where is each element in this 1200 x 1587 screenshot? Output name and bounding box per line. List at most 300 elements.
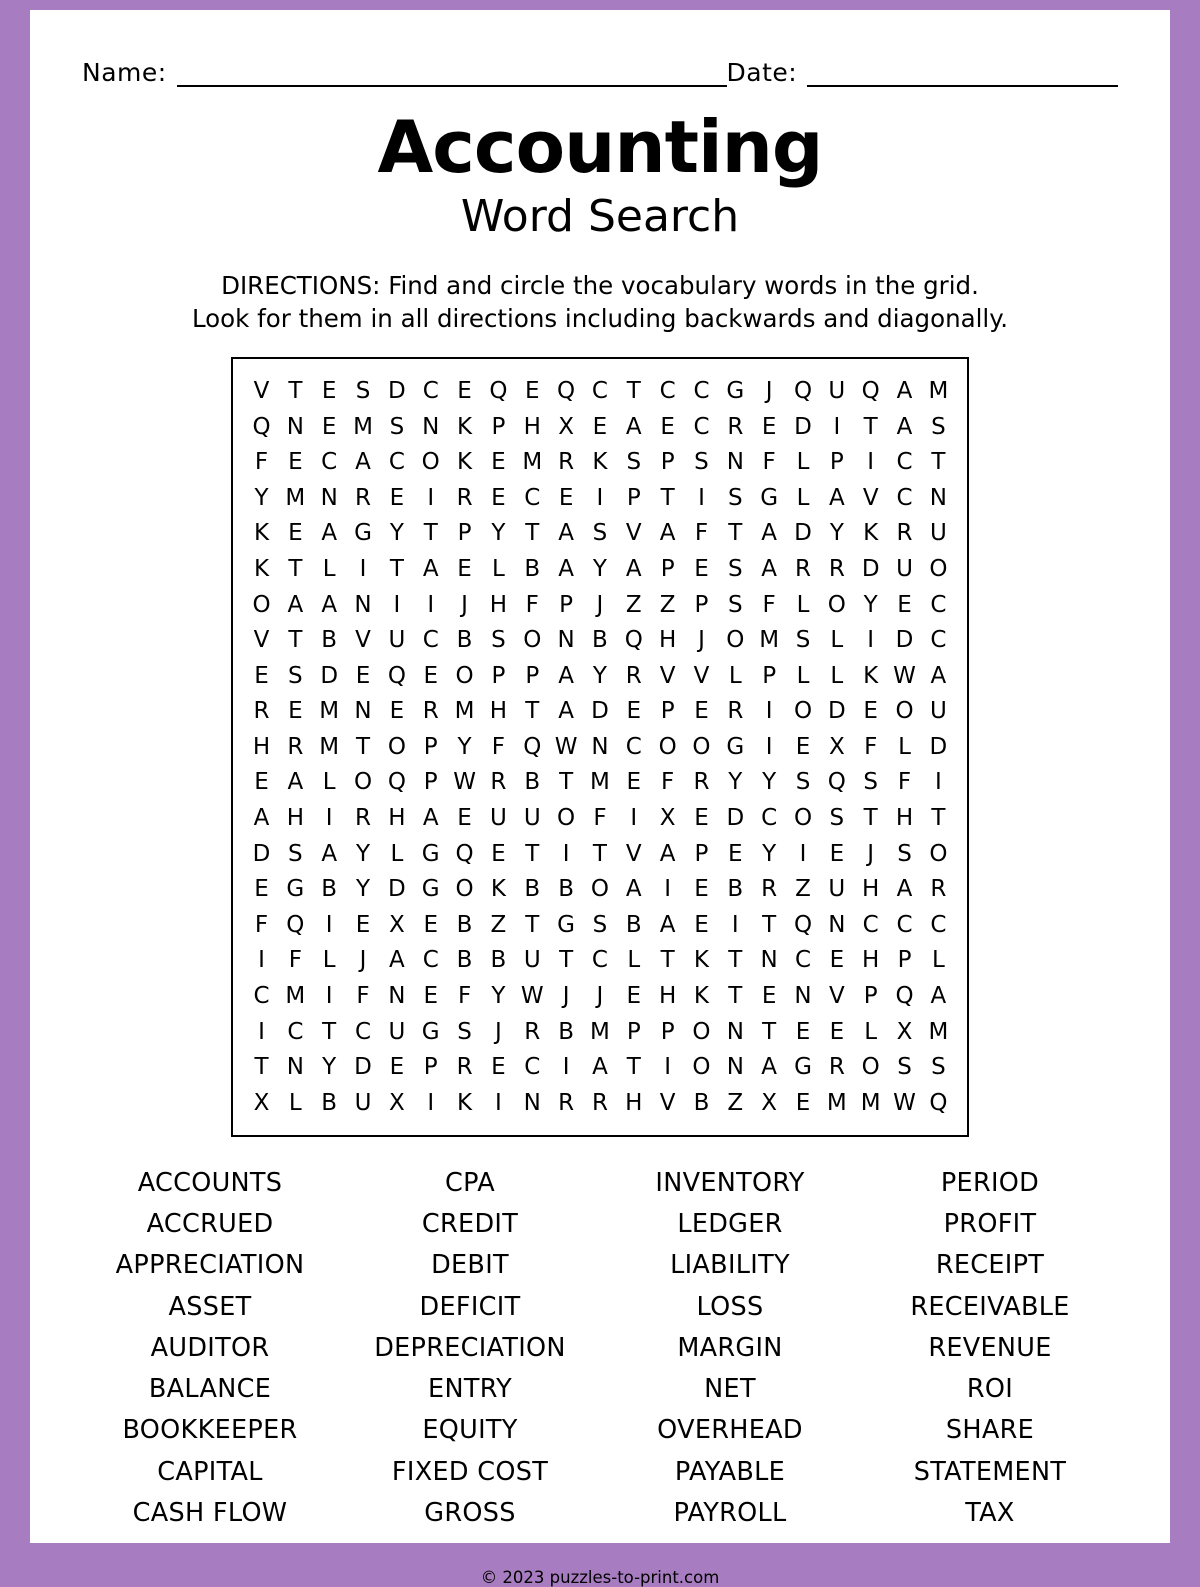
grid-cell[interactable]: U	[929, 698, 947, 725]
grid-cell[interactable]: T	[525, 911, 540, 938]
grid-cell[interactable]: R	[524, 1018, 541, 1045]
grid-cell[interactable]: V	[659, 1089, 676, 1116]
grid-cell[interactable]: V	[625, 520, 642, 547]
grid-cell[interactable]: Q	[624, 627, 643, 654]
grid-cell[interactable]: H	[862, 947, 880, 974]
grid-cell[interactable]: P	[423, 733, 438, 760]
grid-cell[interactable]: C	[591, 377, 608, 404]
grid-cell[interactable]: I	[562, 840, 570, 867]
grid-cell[interactable]: S	[389, 413, 405, 440]
grid-cell[interactable]: D	[726, 805, 745, 832]
grid-cell[interactable]: Y	[457, 733, 472, 760]
grid-cell[interactable]: A	[558, 698, 574, 725]
grid-cell[interactable]: J	[765, 377, 773, 404]
grid-cell[interactable]: X	[828, 733, 845, 760]
grid-cell[interactable]: L	[322, 947, 336, 974]
grid-cell[interactable]: C	[287, 1018, 304, 1045]
grid-cell[interactable]: D	[827, 698, 846, 725]
word-list-item[interactable]: EQUITY	[422, 1415, 518, 1446]
grid-cell[interactable]: O	[421, 449, 440, 476]
grid-cell[interactable]: S	[491, 627, 506, 654]
grid-cell[interactable]: K	[592, 449, 608, 476]
grid-cell[interactable]: A	[896, 876, 913, 903]
grid-cell[interactable]: E	[626, 769, 642, 796]
grid-cell[interactable]: I	[934, 769, 942, 796]
grid-cell[interactable]: C	[625, 733, 642, 760]
grid-cell[interactable]: B	[321, 627, 338, 654]
word-list-item[interactable]: PAYABLE	[674, 1456, 786, 1487]
grid-cell[interactable]: I	[867, 449, 875, 476]
grid-cell[interactable]: L	[898, 733, 911, 760]
grid-cell[interactable]: Y	[356, 840, 371, 867]
grid-cell[interactable]: O	[523, 627, 542, 654]
grid-cell[interactable]: M	[860, 1089, 881, 1116]
grid-cell[interactable]: T	[288, 555, 303, 582]
grid-cell[interactable]: D	[794, 520, 812, 547]
grid-cell[interactable]: V	[659, 662, 676, 689]
grid-cell[interactable]: O	[827, 591, 846, 618]
grid-cell[interactable]: B	[456, 947, 473, 974]
grid-cell[interactable]: X	[388, 911, 405, 938]
grid-cell[interactable]: I	[427, 1089, 435, 1116]
grid-cell[interactable]: B	[625, 911, 642, 938]
grid-cell[interactable]: Z	[625, 591, 642, 618]
grid-cell[interactable]: A	[625, 876, 642, 903]
word-list-item[interactable]: ASSET	[168, 1291, 252, 1322]
word-list-item[interactable]: STATEMENT	[913, 1456, 1067, 1487]
grid-cell[interactable]: E	[795, 733, 811, 760]
grid-cell[interactable]: T	[389, 555, 404, 582]
grid-cell[interactable]: D	[252, 840, 271, 867]
grid-cell[interactable]: A	[625, 555, 642, 582]
grid-cell[interactable]: T	[762, 1018, 777, 1045]
grid-cell[interactable]: J	[867, 840, 875, 867]
grid-cell[interactable]: V	[625, 840, 642, 867]
grid-cell[interactable]: D	[320, 662, 339, 689]
grid-cell[interactable]: Y	[863, 591, 878, 618]
grid-cell[interactable]: C	[422, 947, 439, 974]
grid-cell[interactable]: A	[930, 662, 947, 689]
grid-cell[interactable]: U	[929, 520, 947, 547]
grid-cell[interactable]: A	[659, 911, 676, 938]
word-list-item[interactable]: DEFICIT	[419, 1291, 521, 1322]
grid-cell[interactable]: E	[795, 1089, 811, 1116]
grid-cell[interactable]: C	[794, 947, 812, 974]
grid-cell[interactable]: S	[795, 769, 811, 796]
word-list-item[interactable]: AUDITOR	[150, 1332, 270, 1363]
grid-cell[interactable]: X	[896, 1018, 913, 1045]
word-list-item[interactable]: DEPRECIATION	[374, 1332, 566, 1363]
grid-cell[interactable]: E	[457, 377, 472, 404]
grid-cell[interactable]: H	[388, 805, 406, 832]
grid-cell[interactable]: Y	[592, 555, 607, 582]
grid-cell[interactable]: L	[627, 947, 641, 974]
grid-cell[interactable]: R	[727, 413, 744, 440]
word-list-item[interactable]: NET	[704, 1374, 756, 1405]
grid-cell[interactable]: N	[828, 911, 846, 938]
grid-cell[interactable]: W	[893, 662, 916, 689]
grid-cell[interactable]: Q	[793, 911, 813, 938]
grid-cell[interactable]: I	[867, 627, 875, 654]
grid-cell[interactable]: E	[389, 1054, 405, 1081]
grid-cell[interactable]: H	[658, 627, 677, 654]
grid-cell[interactable]: D	[929, 733, 948, 760]
grid-cell[interactable]: K	[693, 983, 710, 1010]
word-list-item[interactable]: MARGIN	[677, 1332, 783, 1363]
word-list-item[interactable]: SHARE	[945, 1415, 1035, 1446]
grid-cell[interactable]: Y	[491, 983, 506, 1010]
word-list-item[interactable]: BOOKKEEPER	[122, 1415, 298, 1446]
grid-cell[interactable]: N	[354, 591, 372, 618]
grid-cell[interactable]: N	[557, 627, 575, 654]
grid-cell[interactable]: K	[457, 1089, 473, 1116]
grid-cell[interactable]: N	[286, 1054, 304, 1081]
grid-cell[interactable]: L	[728, 662, 742, 689]
grid-cell[interactable]: X	[253, 1089, 270, 1116]
grid-cell[interactable]: L	[322, 555, 336, 582]
grid-cell[interactable]: W	[554, 733, 578, 760]
grid-cell[interactable]: B	[693, 1089, 710, 1116]
grid-cell[interactable]: I	[258, 947, 265, 974]
grid-cell[interactable]: E	[457, 555, 472, 582]
grid-cell[interactable]: Z	[659, 591, 676, 618]
grid-cell[interactable]: T	[626, 1054, 641, 1081]
grid-cell[interactable]: S	[592, 911, 608, 938]
word-list-item[interactable]: LEDGER	[677, 1208, 783, 1239]
grid-cell[interactable]: I	[765, 698, 773, 725]
grid-cell[interactable]: R	[287, 733, 304, 760]
grid-cell[interactable]: Y	[389, 520, 404, 547]
grid-cell[interactable]: L	[830, 627, 844, 654]
grid-cell[interactable]: E	[288, 520, 303, 547]
grid-cell[interactable]: T	[592, 840, 607, 867]
grid-cell[interactable]: M	[285, 983, 306, 1010]
grid-cell[interactable]: K	[863, 520, 879, 547]
word-list-item[interactable]: FIXED COST	[391, 1456, 549, 1487]
grid-cell[interactable]: I	[393, 591, 401, 618]
word-list-item[interactable]: OVERHEAD	[657, 1415, 803, 1446]
grid-cell[interactable]: E	[457, 805, 472, 832]
grid-cell[interactable]: C	[524, 1054, 541, 1081]
grid-cell[interactable]: H	[252, 733, 271, 760]
grid-cell[interactable]: O	[692, 1054, 711, 1081]
grid-cell[interactable]: E	[694, 911, 709, 938]
grid-cell[interactable]: O	[353, 769, 373, 796]
grid-cell[interactable]: P	[829, 449, 844, 476]
grid-cell[interactable]: E	[491, 840, 506, 867]
grid-cell[interactable]: N	[320, 484, 338, 511]
grid-cell[interactable]: G	[286, 876, 305, 903]
grid-cell[interactable]: P	[491, 413, 506, 440]
grid-cell[interactable]: E	[288, 449, 303, 476]
grid-cell[interactable]: M	[590, 769, 610, 796]
grid-cell[interactable]: D	[388, 876, 406, 903]
grid-cell[interactable]: T	[660, 947, 675, 974]
grid-cell[interactable]: S	[728, 484, 743, 511]
grid-cell[interactable]: O	[895, 698, 914, 725]
grid-cell[interactable]: B	[456, 627, 473, 654]
grid-cell[interactable]: Q	[557, 377, 576, 404]
grid-cell[interactable]: Q	[455, 840, 474, 867]
grid-cell[interactable]: B	[524, 555, 541, 582]
grid-cell[interactable]: T	[525, 698, 540, 725]
grid-cell[interactable]: Q	[827, 769, 846, 796]
grid-cell[interactable]: B	[727, 876, 744, 903]
grid-cell[interactable]: K	[253, 555, 270, 582]
grid-cell[interactable]: N	[354, 698, 372, 725]
grid-cell[interactable]: E	[423, 911, 438, 938]
grid-cell[interactable]: O	[861, 1054, 880, 1081]
grid-cell[interactable]: U	[523, 805, 541, 832]
word-list-item[interactable]: DEBIT	[431, 1250, 509, 1281]
grid-cell[interactable]: E	[321, 377, 337, 404]
grid-cell[interactable]: F	[661, 769, 675, 796]
grid-cell[interactable]: D	[354, 1054, 372, 1081]
grid-cell[interactable]: A	[659, 840, 676, 867]
grid-cell[interactable]: O	[455, 876, 474, 903]
grid-cell[interactable]: S	[728, 555, 743, 582]
grid-cell[interactable]: J	[461, 591, 468, 618]
word-list-item[interactable]: CREDIT	[421, 1208, 519, 1239]
word-list-item[interactable]: GROSS	[424, 1498, 516, 1528]
grid-cell[interactable]: F	[593, 805, 607, 832]
grid-cell[interactable]: T	[863, 413, 878, 440]
grid-cell[interactable]: H	[523, 413, 541, 440]
grid-cell[interactable]: E	[423, 662, 438, 689]
grid-cell[interactable]: M	[319, 698, 340, 725]
grid-cell[interactable]: A	[761, 555, 778, 582]
grid-cell[interactable]: H	[862, 876, 880, 903]
word-list-item[interactable]: APPRECIATION	[115, 1250, 305, 1281]
grid-cell[interactable]: P	[897, 947, 912, 974]
grid-cell[interactable]: Z	[490, 911, 507, 938]
grid-cell[interactable]: S	[795, 627, 811, 654]
grid-cell[interactable]: M	[759, 627, 780, 654]
grid-cell[interactable]: R	[456, 484, 473, 511]
grid-cell[interactable]: P	[660, 449, 675, 476]
grid-cell[interactable]: G	[354, 520, 372, 547]
grid-cell[interactable]: I	[765, 733, 773, 760]
grid-cell[interactable]: R	[727, 698, 744, 725]
grid-cell[interactable]: I	[799, 840, 807, 867]
grid-cell[interactable]: S	[931, 1054, 946, 1081]
grid-cell[interactable]: E	[254, 769, 269, 796]
grid-cell[interactable]: R	[693, 769, 710, 796]
grid-cell[interactable]: A	[422, 805, 439, 832]
grid-cell[interactable]: I	[359, 555, 367, 582]
word-list-item[interactable]: PAYROLL	[673, 1498, 787, 1528]
grid-cell[interactable]: R	[591, 1089, 608, 1116]
grid-cell[interactable]: G	[421, 876, 440, 903]
grid-cell[interactable]: I	[325, 983, 333, 1010]
grid-cell[interactable]: P	[762, 662, 777, 689]
grid-cell[interactable]: A	[558, 555, 574, 582]
grid-cell[interactable]: I	[664, 876, 672, 903]
grid-cell[interactable]: A	[389, 947, 405, 974]
grid-cell[interactable]: M	[928, 377, 949, 404]
grid-cell[interactable]: E	[491, 484, 506, 511]
grid-cell[interactable]: L	[864, 1018, 878, 1045]
grid-cell[interactable]: E	[491, 449, 506, 476]
grid-cell[interactable]: O	[387, 733, 406, 760]
grid-cell[interactable]: V	[862, 484, 879, 511]
grid-cell[interactable]: L	[796, 484, 810, 511]
grid-cell[interactable]: A	[422, 555, 439, 582]
grid-cell[interactable]: E	[660, 413, 675, 440]
word-list-item[interactable]: PERIOD	[940, 1167, 1040, 1198]
grid-cell[interactable]: Y	[762, 769, 777, 796]
grid-cell[interactable]: Q	[387, 769, 406, 796]
grid-cell[interactable]: F	[525, 591, 539, 618]
grid-cell[interactable]: H	[625, 1089, 643, 1116]
grid-cell[interactable]: N	[286, 413, 304, 440]
grid-cell[interactable]: L	[796, 449, 810, 476]
grid-cell[interactable]: A	[355, 449, 371, 476]
word-list-item[interactable]: LIABILITY	[670, 1250, 790, 1281]
grid-cell[interactable]: T	[322, 1018, 337, 1045]
grid-cell[interactable]: K	[457, 449, 473, 476]
grid-cell[interactable]: T	[356, 733, 371, 760]
grid-cell[interactable]: C	[896, 911, 913, 938]
grid-cell[interactable]: C	[896, 449, 913, 476]
grid-cell[interactable]: A	[287, 769, 304, 796]
grid-cell[interactable]: P	[660, 1018, 675, 1045]
grid-cell[interactable]: J	[359, 947, 367, 974]
grid-cell[interactable]: P	[559, 591, 574, 618]
grid-cell[interactable]: E	[592, 413, 608, 440]
grid-cell[interactable]: O	[590, 876, 609, 903]
grid-cell[interactable]: O	[793, 698, 813, 725]
grid-cell[interactable]: S	[355, 377, 371, 404]
grid-cell[interactable]: E	[254, 662, 269, 689]
grid-cell[interactable]: T	[863, 805, 878, 832]
grid-cell[interactable]: A	[930, 983, 947, 1010]
grid-cell[interactable]: U	[828, 377, 846, 404]
grid-cell[interactable]: T	[288, 627, 303, 654]
grid-cell[interactable]: I	[596, 484, 604, 511]
word-list-item[interactable]: REVENUE	[928, 1332, 1052, 1363]
grid-cell[interactable]: R	[828, 1054, 845, 1081]
grid-cell[interactable]: S	[288, 840, 303, 867]
grid-cell[interactable]: J	[562, 983, 570, 1010]
grid-cell[interactable]: V	[828, 983, 845, 1010]
grid-cell[interactable]: C	[693, 413, 710, 440]
grid-cell[interactable]: A	[558, 520, 574, 547]
word-list-item[interactable]: TAX	[965, 1498, 1015, 1528]
grid-cell[interactable]: Y	[829, 520, 844, 547]
grid-cell[interactable]: T	[762, 911, 777, 938]
grid-cell[interactable]: F	[864, 733, 878, 760]
grid-cell[interactable]: V	[693, 662, 710, 689]
word-list-item[interactable]: ACCRUED	[146, 1208, 274, 1239]
grid-cell[interactable]: G	[421, 840, 440, 867]
grid-cell[interactable]: M	[319, 733, 340, 760]
grid-cell[interactable]: N	[726, 1018, 744, 1045]
grid-cell[interactable]: C	[321, 449, 338, 476]
grid-cell[interactable]: C	[930, 627, 947, 654]
grid-cell[interactable]: E	[254, 876, 269, 903]
grid-cell[interactable]: S	[897, 1054, 912, 1081]
grid-cell[interactable]: B	[558, 876, 574, 903]
grid-cell[interactable]: G	[726, 733, 745, 760]
grid-cell[interactable]: U	[828, 876, 846, 903]
grid-cell[interactable]: I	[664, 1054, 672, 1081]
grid-cell[interactable]: C	[930, 911, 947, 938]
grid-cell[interactable]: H	[895, 805, 914, 832]
grid-cell[interactable]: E	[863, 698, 878, 725]
word-list-item[interactable]: CASH FLOW	[132, 1498, 288, 1528]
grid-cell[interactable]: Q	[861, 377, 880, 404]
grid-cell[interactable]: A	[321, 591, 338, 618]
grid-cell[interactable]: O	[692, 1018, 711, 1045]
grid-cell[interactable]: P	[694, 591, 709, 618]
grid-cell[interactable]: D	[895, 627, 914, 654]
word-list-item[interactable]: ROI	[966, 1374, 1014, 1405]
grid-cell[interactable]: G	[557, 911, 575, 938]
grid-cell[interactable]: O	[692, 733, 711, 760]
grid-cell[interactable]: F	[694, 520, 709, 547]
grid-cell[interactable]: Y	[356, 876, 371, 903]
grid-cell[interactable]: A	[287, 591, 304, 618]
grid-cell[interactable]: O	[455, 662, 474, 689]
grid-cell[interactable]: E	[829, 1018, 845, 1045]
grid-cell[interactable]: I	[833, 413, 841, 440]
grid-cell[interactable]: R	[795, 555, 811, 582]
grid-cell[interactable]: W	[453, 769, 476, 796]
grid-cell[interactable]: N	[388, 983, 406, 1010]
grid-cell[interactable]: A	[761, 1054, 778, 1081]
grid-cell[interactable]: N	[794, 983, 812, 1010]
grid-cell[interactable]: F	[254, 911, 269, 938]
grid-cell[interactable]: L	[830, 662, 844, 689]
grid-cell[interactable]: U	[388, 627, 406, 654]
grid-cell[interactable]: K	[863, 662, 879, 689]
grid-cell[interactable]: R	[558, 449, 575, 476]
grid-cell[interactable]: E	[728, 840, 743, 867]
grid-cell[interactable]: O	[793, 805, 813, 832]
grid-cell[interactable]: S	[863, 769, 878, 796]
grid-cell[interactable]: T	[660, 484, 675, 511]
grid-cell[interactable]: B	[592, 627, 608, 654]
grid-cell[interactable]: C	[591, 947, 608, 974]
grid-cell[interactable]: M	[826, 1089, 847, 1116]
grid-cell[interactable]: P	[660, 698, 675, 725]
grid-cell[interactable]: T	[931, 805, 946, 832]
grid-cell[interactable]: L	[491, 555, 505, 582]
grid-cell[interactable]: J	[596, 591, 604, 618]
grid-cell[interactable]: L	[796, 591, 810, 618]
grid-cell[interactable]: T	[423, 520, 438, 547]
grid-cell[interactable]: M	[522, 449, 543, 476]
grid-cell[interactable]: C	[422, 627, 439, 654]
grid-cell[interactable]: G	[726, 377, 745, 404]
grid-cell[interactable]: D	[861, 555, 880, 582]
grid-cell[interactable]: E	[694, 805, 709, 832]
grid-cell[interactable]: I	[731, 911, 739, 938]
grid-cell[interactable]: Q	[252, 413, 271, 440]
grid-cell[interactable]: B	[524, 876, 541, 903]
grid-cell[interactable]: I	[258, 1018, 265, 1045]
grid-cell[interactable]: E	[761, 983, 777, 1010]
grid-cell[interactable]: E	[694, 876, 709, 903]
grid-cell[interactable]: I	[562, 1054, 570, 1081]
grid-cell[interactable]: Y	[254, 484, 269, 511]
grid-cell[interactable]: R	[828, 555, 845, 582]
grid-cell[interactable]: E	[694, 698, 709, 725]
grid-cell[interactable]: A	[625, 413, 642, 440]
grid-cell[interactable]: H	[489, 698, 508, 725]
grid-cell[interactable]: P	[525, 662, 540, 689]
